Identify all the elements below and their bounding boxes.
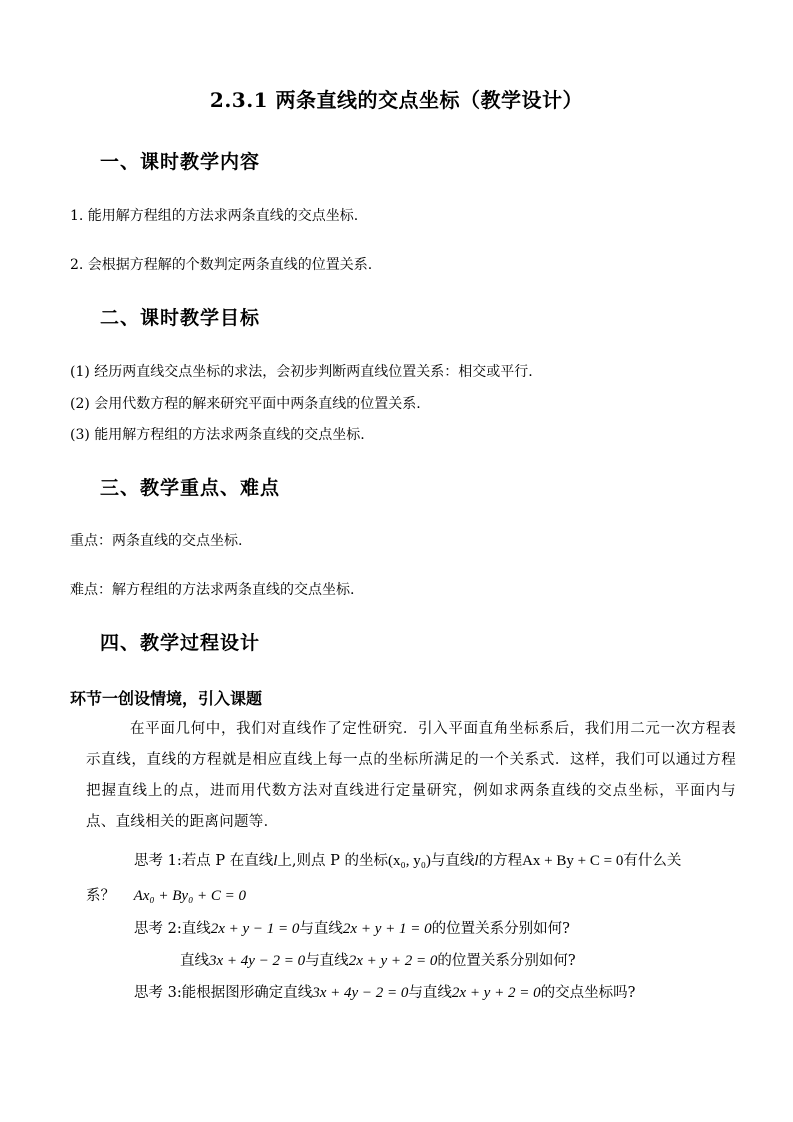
key-point-line: 重点：两条直线的交点坐标.: [70, 533, 243, 549]
section-heading-process: 四、教学过程设计: [100, 632, 261, 654]
think3-eq2: 2x + y + 2 = 0: [451, 985, 541, 1001]
think2-text-e: 与直线: [305, 953, 349, 969]
think1-text-e: 有什么关: [623, 853, 682, 869]
think2-text-a: 思考 2:直线: [134, 921, 211, 937]
think2-text-d: 直线: [180, 953, 209, 969]
think2-text-b: 与直线: [299, 921, 343, 937]
think3-text-b: 与直线: [408, 985, 452, 1001]
document-title: 2.3.1 两条直线的交点坐标（教学设计）: [209, 88, 584, 112]
think1-text-c: 与直线: [430, 853, 475, 869]
think1-point: (x₀, y₀): [387, 853, 431, 869]
think1-line-l: l: [273, 853, 278, 869]
think3-text-c: 的交点坐标吗?: [540, 985, 636, 1001]
step1-heading: 环节一创设情境，引入课题: [70, 689, 263, 708]
content-item-1: 1. 能用解方程组的方法求两条直线的交点坐标.: [70, 208, 359, 224]
think1-answer: Ax₀ + By₀ + C = 0: [133, 888, 247, 904]
think2-text-c: 的位置关系分别如何?: [431, 921, 570, 937]
section-heading-goals: 二、课时教学目标: [100, 307, 261, 329]
think1-equation: Ax + By + C = 0: [522, 853, 624, 869]
section-heading-key-points: 三、教学重点、难点: [100, 477, 281, 499]
difficulty-line: 难点：解方程组的方法求两条直线的交点坐标.: [70, 582, 355, 598]
section-heading-content: 一、课时教学内容: [100, 151, 261, 173]
think3-text-a: 思考 3:能根据图形确定直线: [134, 985, 313, 1001]
think2-text-f: 的位置关系分别如何?: [437, 953, 576, 969]
think1-text-f: 系？: [86, 888, 115, 904]
think1-line-2: [86, 884, 246, 905]
think2-line-2: [180, 949, 576, 970]
think1-line: [134, 849, 681, 870]
goal-item-2: (2) 会用代数方程的解来研究平面中两条直线的位置关系.: [70, 396, 421, 412]
think1-text-d: 的方程: [478, 853, 523, 869]
think1-text-a: 思考 1:若点 P 在直线: [134, 853, 274, 869]
think2-eq1: 2x + y − 1 = 0: [210, 921, 300, 937]
think2-line-1: [134, 917, 570, 938]
think2-eq3: 3x + 4y − 2 = 0: [209, 953, 306, 969]
think1-line-l2: l: [474, 853, 479, 869]
think2-eq2: 2x + y + 1 = 0: [342, 921, 432, 937]
intro-paragraph: 在平面几何中，我们对直线作了定性研究．引入平面直角坐标系后，我们用二元一次方程表示直线，直线的方程就是相应直线上每一点的坐标所满足的一个关系式．这样，我们可以通过方程把握直线上的点，进而用代数方法对直线进行定量研究，例如求两条直线的交点坐标，平面内与点、直线相关的距离问题等．: [86, 721, 736, 830]
think3-eq1: 3x + 4y − 2 = 0: [312, 985, 409, 1001]
think2-eq4: 2x + y + 2 = 0: [348, 953, 438, 969]
think1-text-b: 上,则点 P 的坐标: [277, 853, 388, 869]
content-item-2: 2. 会根据方程解的个数判定两条直线的位置关系.: [70, 257, 373, 273]
goal-item-3: (3) 能用解方程组的方法求两条直线的交点坐标.: [70, 427, 365, 443]
goal-item-1: (1) 经历两直线交点坐标的求法，会初步判断两直线位置关系：相交或平行.: [70, 364, 533, 380]
think3-line: [134, 981, 635, 1002]
